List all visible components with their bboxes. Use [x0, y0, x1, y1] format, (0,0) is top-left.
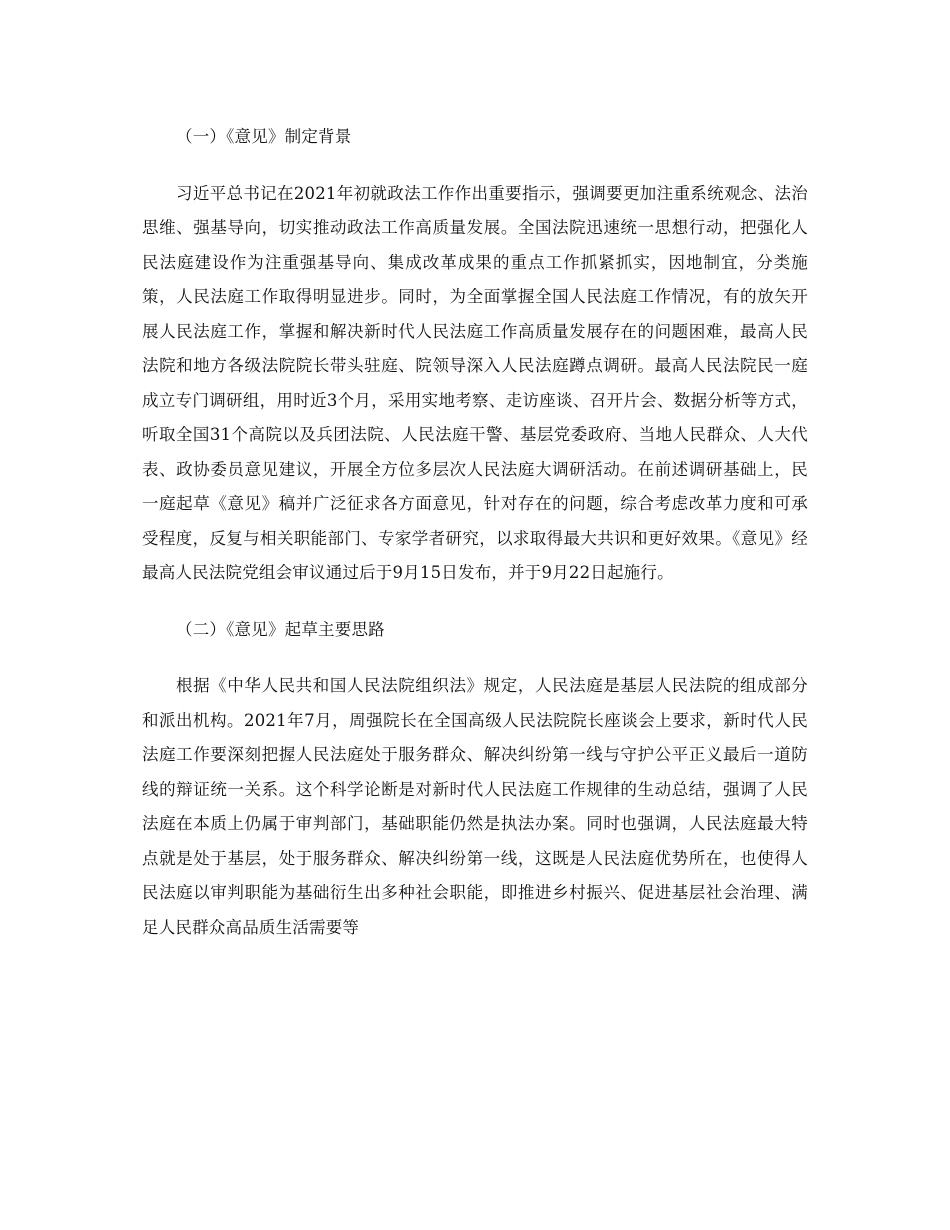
document-body [142, 120, 808, 945]
spacer [142, 155, 808, 177]
spacer [142, 591, 808, 613]
section-heading-background: （一）《意见》制定背景 [176, 127, 352, 146]
section-paragraph-background: 习近平总书记在2021年初就政法工作作出重要指示，强调要更加注重系统观念、法治思维、强基导向，切实推动政法工作高质量发展。全国法院迅速统一思想行动，把强化人民法庭建设作为注重强基导向、集成改革成果的重点工作抓紧抓实，因地制宜，分类施策，人民法庭工作取得明显进步。同时，为全面掌握全国人民法庭工作情况，有的放矢开展人民法庭工作，掌握和解决新时代人民法庭工作高质量发展存在的问题困难，最高人民法院和地方各级法院院长带头驻庭、院领导深入人民法庭蹲点调研。最高人民法院民一庭成立专门调研组，用时近3个月，采用实地考察、走访座谈、召开片会、数据分析等方式，听取全国31个高院以及兵团法院、人民法庭干警、基层党委政府、当地人民群众、人大代表、政协委员意见建议，开展全方位多层次人民法庭大调研活动。在前述调研基础上，民一庭起草《意见》稿并广泛征求各方面意见，针对存在的问题，综合考虑改革力度和可承受程度，反复与相关职能部门、专家学者研究，以求取得最大共识和更好效果。《意见》经最高人民法院党组会审议通过后于9月15日发布，并于9月22日起施行。 [142, 183, 808, 582]
spacer [142, 647, 808, 669]
section-heading-drafting-ideas: （二）《意见》起草主要思路 [176, 619, 385, 639]
section-paragraph-drafting-ideas: 根据《中华人民共和国人民法院组织法》规定，人民法庭是基层人民法院的组成部分和派出机构。2021年7月，周强院长在全国高级人民法院院长座谈会上要求，新时代人民法庭工作要深刻把握人民法庭处于服务群众、解决纠纷第一线与守护公平正义最后一道防线的辩证统一关系。这个科学论断是对新时代人民法庭工作规律的生动总结，强调了人民法庭在本质上仍属于审判部门，基础职能仍然是执法办案。同时也强调，人民法庭最大特点就是处于基层，处于服务群众、解决纠纷第一线，这既是人民法庭优势所在，也使得人民法庭以审判职能为基础衍生出多种社会职能，即推进乡村振兴、促进基层社会治理、满足人民群众高品质生活需要等 [142, 676, 808, 937]
